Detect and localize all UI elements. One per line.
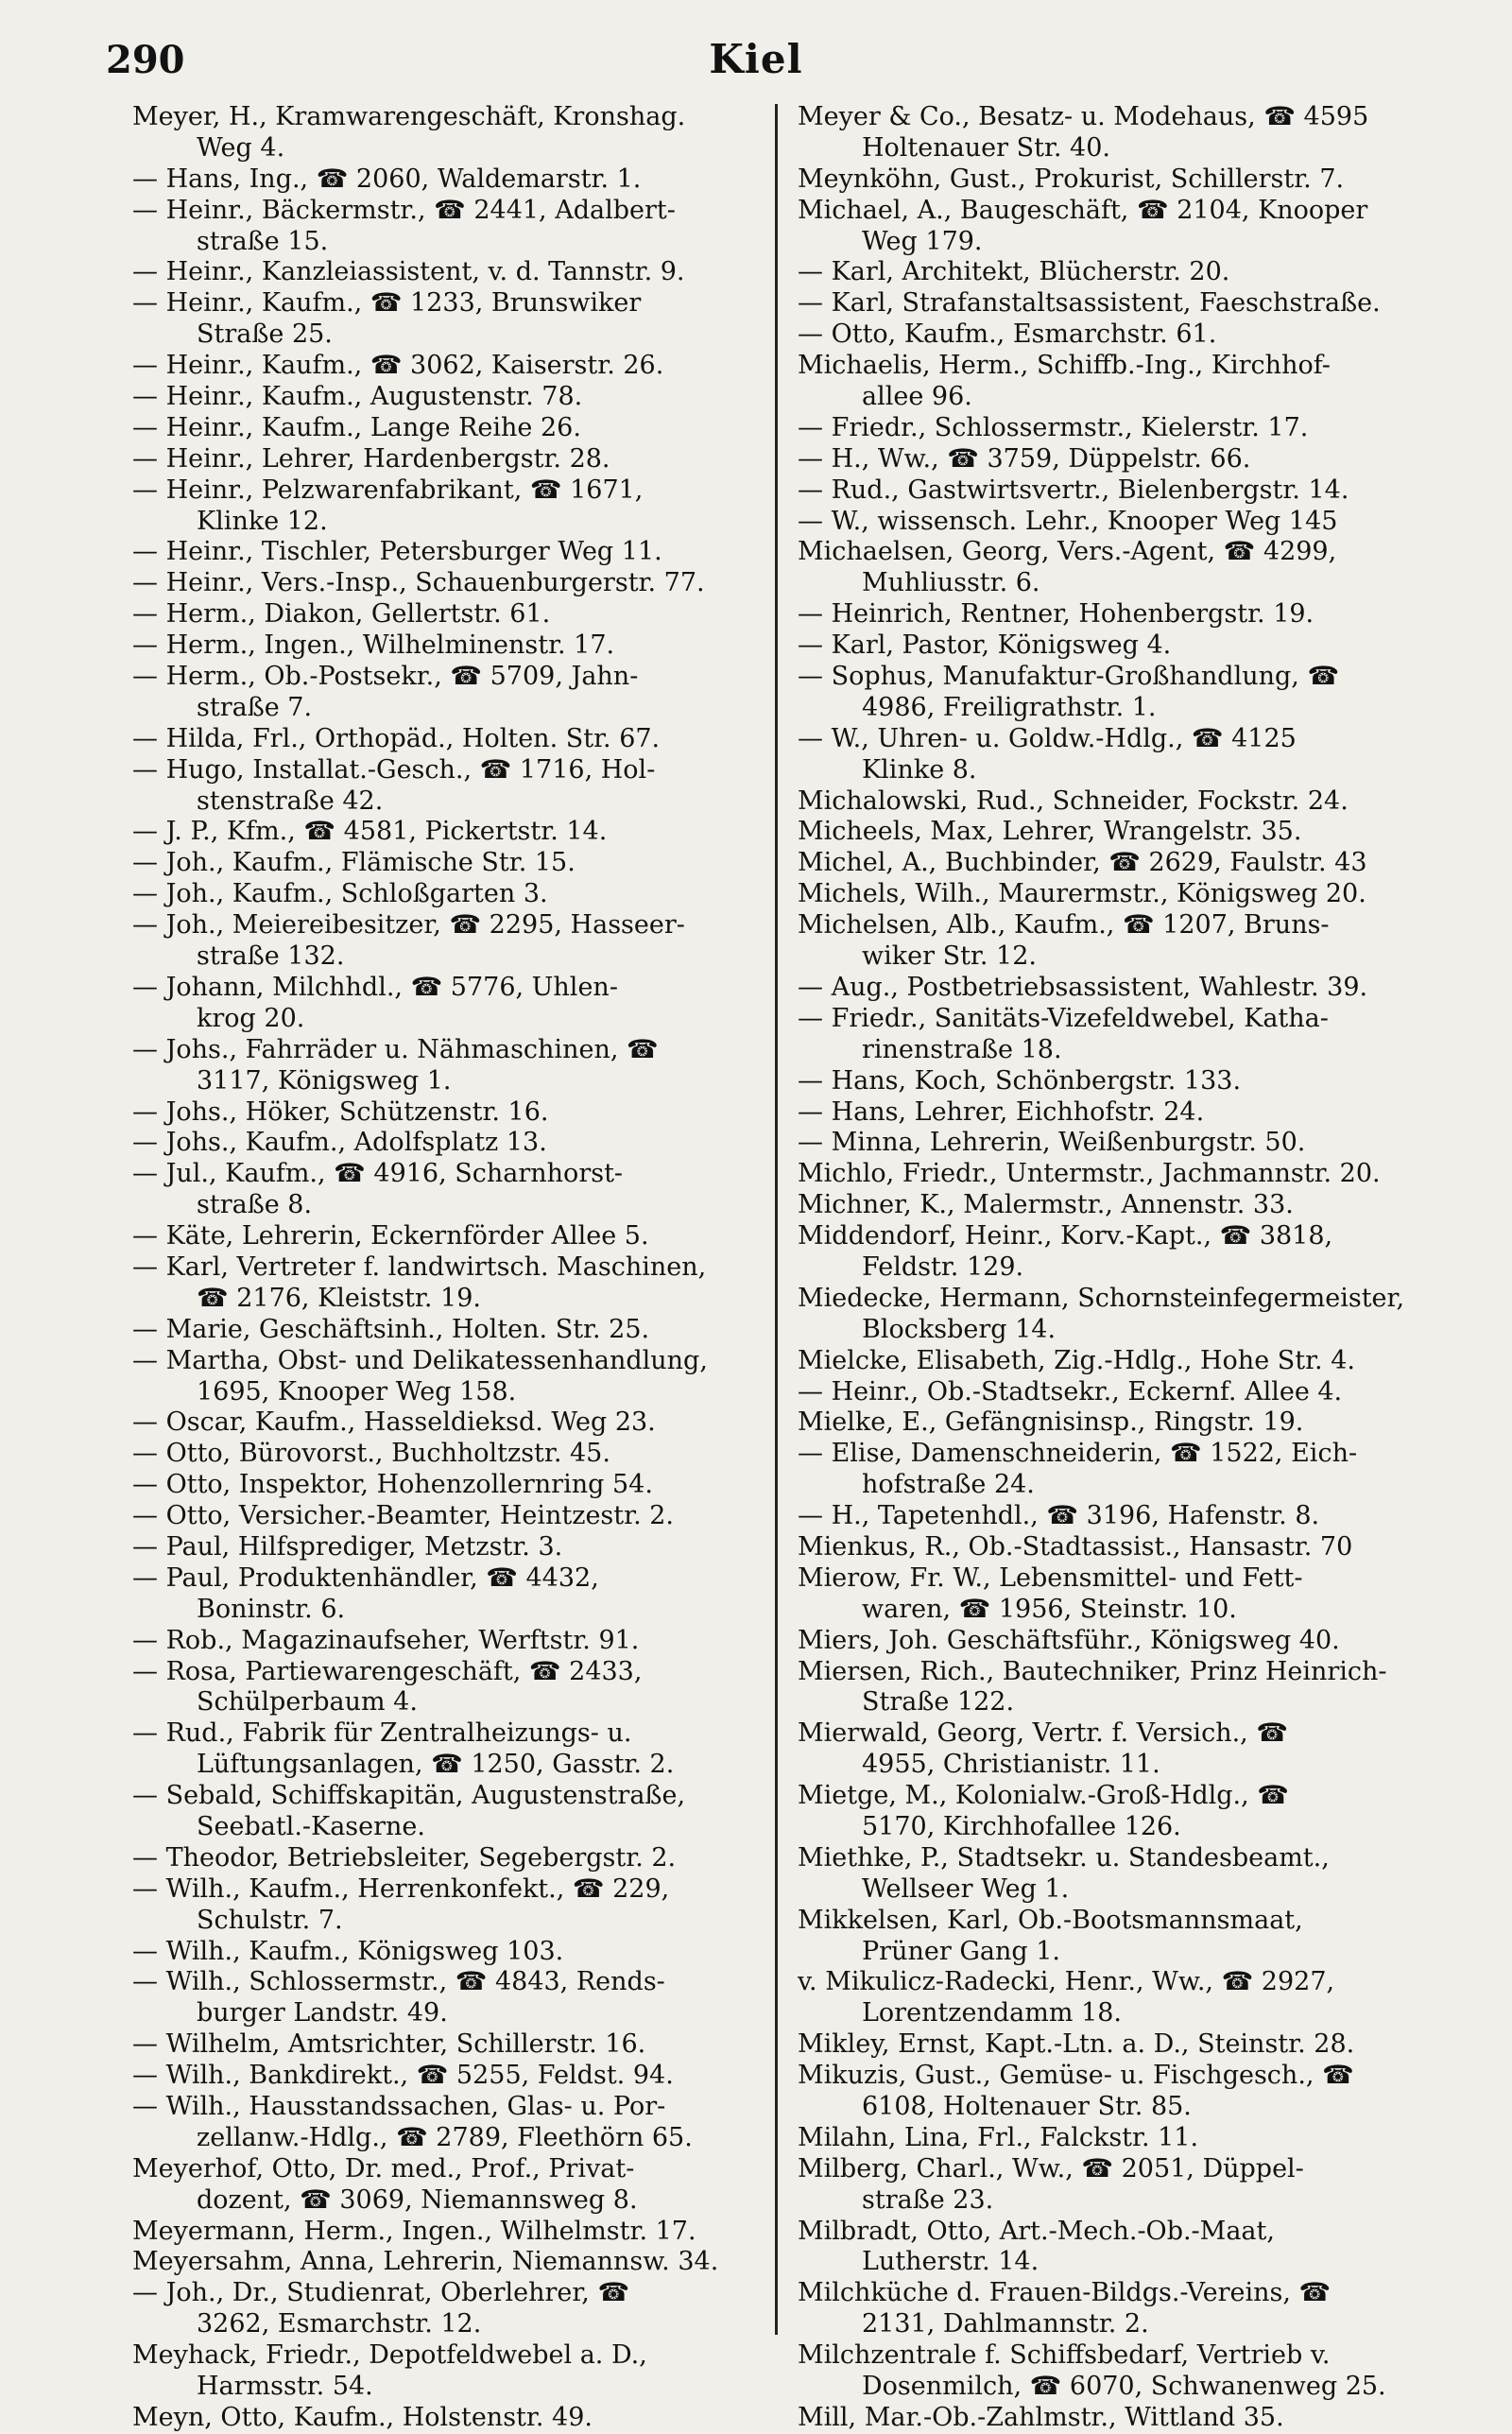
directory-line: — Heinr., Kaufm., ☎ 3062, Kaiserstr. 26.	[132, 351, 664, 381]
directory-line: — Heinr., Kanzleiassistent, v. d. Tannstr. 9.	[132, 257, 685, 287]
directory-line: wiker Str. 12.	[862, 941, 1037, 972]
directory-line: Meyn, Otto, Kaufm., Holstenstr. 49.	[132, 2402, 593, 2432]
directory-line: Michner, K., Malermstr., Annenstr. 33.	[798, 1190, 1294, 1220]
directory-line: Mienkus, R., Ob.-Stadtassist., Hansastr. 70	[798, 1531, 1353, 1562]
directory-line: rinenstraße 18.	[862, 1034, 1062, 1064]
directory-line: — Otto, Bürovorst., Buchholtzstr. 45.	[132, 1439, 610, 1469]
directory-line: — Johann, Milchhdl., ☎ 5776, Uhlen-	[132, 972, 618, 1002]
directory-line: Lorentzendamm 18.	[862, 1998, 1123, 2028]
directory-line: — Hans, Ing., ☎ 2060, Waldemarstr. 1.	[132, 164, 642, 194]
directory-line: burger Landstr. 49.	[197, 1998, 448, 2028]
directory-line: Michaelsen, Georg, Vers.-Agent, ☎ 4299,	[798, 537, 1337, 567]
directory-line: Milchzentrale f. Schiffsbedarf, Vertrieb v.	[798, 2340, 1331, 2371]
directory-line: 3262, Esmarchstr. 12.	[197, 2309, 482, 2339]
directory-line: — Hilda, Frl., Orthopäd., Holten. Str. 67.	[132, 723, 661, 753]
directory-line: — Heinr., Vers.-Insp., Schauenburgerstr. 77.	[132, 568, 705, 598]
directory-line: straße 15.	[197, 226, 329, 256]
directory-line: allee 96.	[862, 382, 972, 412]
directory-line: — Sebald, Schiffskapitän, Augustenstraße,	[132, 1781, 686, 1811]
directory-line: — Johs., Fahrräder u. Nähmaschinen, ☎	[132, 1034, 659, 1064]
directory-line: straße 23.	[862, 2184, 994, 2215]
directory-line: Meyer, H., Kramwarengeschäft, Kronshag.	[132, 102, 686, 131]
directory-line: — Wilh., Schlossermstr., ☎ 4843, Rends-	[132, 1967, 665, 1997]
directory-line: — Heinr., Bäckermstr., ☎ 2441, Adalbert-	[132, 195, 676, 225]
directory-line: Miedecke, Hermann, Schornsteinfegermeister,	[798, 1283, 1405, 1313]
directory-line: Meyhack, Friedr., Depotfeldwebel a. D.,	[132, 2340, 647, 2371]
directory-line: — W., wissensch. Lehr., Knooper Weg 145	[798, 506, 1338, 536]
directory-line: — Heinr., Kaufm., Augustenstr. 78.	[132, 382, 583, 412]
directory-line: — Oscar, Kaufm., Hasseldieksd. Weg 23.	[132, 1407, 656, 1438]
directory-line: Mietge, M., Kolonialw.-Groß-Hdlg., ☎	[798, 1781, 1289, 1811]
directory-line: — Martha, Obst- und Delikatessenhandlung,	[132, 1345, 708, 1375]
directory-line: Meyer & Co., Besatz- u. Modehaus, ☎ 4595	[798, 102, 1369, 131]
directory-line: — Paul, Hilfsprediger, Metzstr. 3.	[132, 1531, 563, 1562]
directory-line: — Rosa, Partiewarengeschäft, ☎ 2433,	[132, 1656, 643, 1686]
directory-line: — Wilh., Kaufm., Königsweg 103.	[132, 1936, 564, 1966]
directory-line: — Rud., Gastwirtsvertr., Bielenbergstr. 14.	[798, 475, 1349, 505]
directory-line: — J. P., Kfm., ☎ 4581, Pickertstr. 14.	[132, 817, 608, 847]
directory-line: Meyermann, Herm., Ingen., Wilhelmstr. 17.	[132, 2216, 696, 2246]
directory-line: straße 7.	[197, 692, 313, 722]
directory-line: — Otto, Kaufm., Esmarchstr. 61.	[798, 319, 1217, 350]
directory-line: Dosenmilch, ☎ 6070, Schwanenweg 25.	[862, 2372, 1386, 2402]
directory-line: — W., Uhren- u. Goldw.-Hdlg., ☎ 4125	[798, 723, 1297, 753]
directory-line: — H., Tapetenhdl., ☎ 3196, Hafenstr. 8.	[798, 1501, 1320, 1531]
directory-line: — Herm., Ingen., Wilhelminenstr. 17.	[132, 630, 615, 661]
running-head: Kiel	[709, 36, 803, 82]
directory-line: — Joh., Meiereibesitzer, ☎ 2295, Hasseer-	[132, 910, 685, 941]
directory-line: Wellseer Weg 1.	[862, 1873, 1070, 1904]
directory-line: 5170, Kirchhofallee 126.	[862, 1811, 1181, 1841]
directory-line: Milahn, Lina, Frl., Falckstr. 11.	[798, 2122, 1199, 2152]
directory-line: — Karl, Pastor, Königsweg 4.	[798, 630, 1172, 661]
directory-line: Holtenauer Str. 40.	[862, 132, 1110, 163]
directory-line: Michael, A., Baugeschäft, ☎ 2104, Knooper	[798, 195, 1368, 225]
directory-line: Meyersahm, Anna, Lehrerin, Niemannsw. 34.	[132, 2247, 719, 2277]
directory-line: — Sophus, Manufaktur-Großhandlung, ☎	[798, 662, 1340, 692]
directory-line: Straße 122.	[862, 1687, 1015, 1718]
directory-line: — Jul., Kaufm., ☎ 4916, Scharnhorst-	[132, 1159, 624, 1189]
directory-line: — Heinr., Lehrer, Hardenbergstr. 28.	[132, 443, 610, 474]
directory-line: — Heinr., Tischler, Petersburger Weg 11.	[132, 537, 662, 567]
directory-line: Prüner Gang 1.	[862, 1936, 1061, 1966]
directory-line: Michaelis, Herm., Schiffb.-Ing., Kirchhof-	[798, 351, 1331, 381]
directory-line: — Karl, Architekt, Blücherstr. 20.	[798, 257, 1230, 287]
directory-line: dozent, ☎ 3069, Niemannsweg 8.	[197, 2184, 638, 2215]
directory-line: zellanw.-Hdlg., ☎ 2789, Fleethörn 65.	[197, 2122, 693, 2152]
directory-line: Miethke, P., Stadtsekr. u. Standesbeamt.,	[798, 1842, 1330, 1873]
directory-line: Michelsen, Alb., Kaufm., ☎ 1207, Bruns-	[798, 910, 1330, 941]
directory-line: — Heinr., Kaufm., Lange Reihe 26.	[132, 412, 581, 442]
directory-line: straße 8.	[197, 1190, 313, 1220]
directory-line: Mielcke, Elisabeth, Zig.-Hdlg., Hohe Str. 4.	[798, 1345, 1355, 1375]
directory-line: Mill, Mar.-Ob.-Zahlmstr., Wittland 35.	[798, 2402, 1284, 2432]
directory-line: Michels, Wilh., Maurermstr., Königsweg 20.	[798, 879, 1366, 909]
directory-line: — Rud., Fabrik für Zentralheizungs- u.	[132, 1718, 632, 1749]
directory-line: 1695, Knooper Weg 158.	[197, 1376, 517, 1407]
directory-line: — Marie, Geschäftsinh., Holten. Str. 25.	[132, 1314, 650, 1344]
directory-line: — Joh., Kaufm., Flämische Str. 15.	[132, 848, 576, 878]
directory-line: — Karl, Vertreter f. landwirtsch. Maschinen,	[132, 1252, 707, 1282]
directory-line: 4955, Christianistr. 11.	[862, 1750, 1160, 1780]
directory-line: straße 132.	[197, 941, 345, 972]
directory-line: Klinke 12.	[197, 506, 328, 536]
directory-line: — Wilh., Hausstandssachen, Glas- u. Por-	[132, 2092, 666, 2121]
directory-line: 3117, Königsweg 1.	[197, 1065, 452, 1096]
directory-line: Michel, A., Buchbinder, ☎ 2629, Faulstr. 43	[798, 848, 1367, 878]
directory-line: hofstraße 24.	[862, 1470, 1035, 1500]
directory-line: — Theodor, Betriebsleiter, Segebergstr. 2.	[132, 1842, 677, 1873]
directory-line: — Herm., Ob.-Postsekr., ☎ 5709, Jahn-	[132, 662, 639, 692]
directory-line: krog 20.	[197, 1003, 305, 1033]
directory-line: Schülperbaum 4.	[197, 1687, 418, 1718]
directory-line: Milberg, Charl., Ww., ☎ 2051, Düppel-	[798, 2153, 1304, 2184]
directory-line: — Aug., Postbetriebsassistent, Wahlestr. 39.	[798, 972, 1368, 1002]
directory-line: stenstraße 42.	[197, 785, 384, 816]
directory-line: — Hugo, Installat.-Gesch., ☎ 1716, Hol-	[132, 754, 656, 785]
directory-line: — Hans, Koch, Schönbergstr. 133.	[798, 1065, 1242, 1096]
directory-line: Mikuzis, Gust., Gemüse- u. Fischgesch., ☎	[798, 2061, 1354, 2091]
directory-line: Mielke, E., Gefängnisinsp., Ringstr. 19.	[798, 1407, 1304, 1438]
directory-line: 6108, Holtenauer Str. 85.	[862, 2092, 1192, 2121]
directory-line: Mierwald, Georg, Vertr. f. Versich., ☎	[798, 1718, 1288, 1749]
directory-line: Michalowski, Rud., Schneider, Fockstr. 24.	[798, 785, 1349, 816]
directory-line: — Minna, Lehrerin, Weißenburgstr. 50.	[798, 1128, 1306, 1158]
right-column	[798, 102, 1459, 2434]
directory-line: ☎ 2176, Kleiststr. 19.	[197, 1283, 481, 1313]
directory-line: — Wilh., Bankdirekt., ☎ 5255, Feldst. 94.	[132, 2061, 674, 2091]
directory-line: — Hans, Lehrer, Eichhofstr. 24.	[798, 1096, 1205, 1127]
directory-line: Weg 179.	[862, 226, 983, 256]
directory-line: Klinke 8.	[862, 754, 977, 785]
page-header	[0, 28, 1512, 85]
directory-line: Blocksberg 14.	[862, 1314, 1057, 1344]
directory-line: Miers, Joh. Geschäftsführ., Königsweg 40.	[798, 1625, 1340, 1655]
directory-line: — Wilhelm, Amtsrichter, Schillerstr. 16.	[132, 2029, 646, 2060]
column-divider	[775, 104, 778, 2335]
directory-line: Milchküche d. Frauen-Bildgs.-Vereins, ☎	[798, 2278, 1332, 2308]
directory-line: waren, ☎ 1956, Steinstr. 10.	[862, 1594, 1237, 1624]
left-column	[132, 102, 756, 2434]
directory-line: v. Mikulicz-Radecki, Henr., Ww., ☎ 2927,	[798, 1967, 1335, 1997]
directory-line: — Friedr., Schlossermstr., Kielerstr. 17.	[798, 412, 1309, 442]
directory-line: Seebatl.-Kaserne.	[197, 1811, 425, 1841]
directory-line: — Johs., Kaufm., Adolfsplatz 13.	[132, 1128, 547, 1158]
directory-line: 2131, Dahlmannstr. 2.	[862, 2309, 1149, 2339]
directory-line: Milbradt, Otto, Art.-Mech.-Ob.-Maat,	[798, 2216, 1275, 2246]
directory-line: Muhliusstr. 6.	[862, 568, 1040, 598]
directory-line: Lüftungsanlagen, ☎ 1250, Gasstr. 2.	[197, 1750, 675, 1780]
directory-line: Weg 4.	[197, 132, 285, 163]
directory-line: Miersen, Rich., Bautechniker, Prinz Heinrich-	[798, 1656, 1387, 1686]
directory-line: — Otto, Inspektor, Hohenzollernring 54.	[132, 1470, 653, 1500]
directory-line: — Käte, Lehrerin, Eckernförder Allee 5.	[132, 1221, 649, 1252]
directory-line: 4986, Freiligrathstr. 1.	[862, 692, 1157, 722]
directory-line: Mikley, Ernst, Kapt.-Ltn. a. D., Steinstr. 28.	[798, 2029, 1355, 2060]
directory-line: — H., Ww., ☎ 3759, Düppelstr. 66.	[798, 443, 1251, 474]
directory-line: — Heinr., Ob.-Stadtsekr., Eckernf. Allee 4.	[798, 1376, 1343, 1407]
directory-line: Meyerhof, Otto, Dr. med., Prof., Privat-	[132, 2153, 635, 2184]
directory-line: — Joh., Kaufm., Schloßgarten 3.	[132, 879, 548, 909]
directory-line: — Heinrich, Rentner, Hohenbergstr. 19.	[798, 599, 1314, 630]
directory-line: — Paul, Produktenhändler, ☎ 4432,	[132, 1562, 599, 1593]
directory-line: Schulstr. 7.	[197, 1905, 343, 1935]
directory-line: Lutherstr. 14.	[862, 2247, 1040, 2277]
directory-line: — Karl, Strafanstaltsassistent, Faeschstraße.	[798, 288, 1381, 319]
directory-line: — Friedr., Sanitäts-Vizefeldwebel, Katha-	[798, 1003, 1329, 1033]
directory-line: — Herm., Diakon, Gellertstr. 61.	[132, 599, 551, 630]
directory-line: Mierow, Fr. W., Lebensmittel- und Fett-	[798, 1562, 1303, 1593]
directory-line: — Heinr., Pelzwarenfabrikant, ☎ 1671,	[132, 475, 644, 505]
directory-line: — Rob., Magazinaufseher, Werftstr. 91.	[132, 1625, 640, 1655]
directory-line: — Heinr., Kaufm., ☎ 1233, Brunswiker	[132, 288, 642, 319]
directory-line: — Johs., Höker, Schützenstr. 16.	[132, 1096, 549, 1127]
page-number: 290	[106, 38, 185, 82]
directory-line: Harmsstr. 54.	[197, 2372, 373, 2402]
directory-line: Middendorf, Heinr., Korv.-Kapt., ☎ 3818,	[798, 1221, 1333, 1252]
directory-line: Micheels, Max, Lehrer, Wrangelstr. 35.	[798, 817, 1302, 847]
directory-line: — Otto, Versicher.-Beamter, Heintzestr. 2.	[132, 1501, 674, 1531]
directory-line: Boninstr. 6.	[197, 1594, 346, 1624]
directory-line: Straße 25.	[197, 319, 333, 350]
directory-line: — Joh., Dr., Studienrat, Oberlehrer, ☎	[132, 2278, 630, 2308]
directory-line: Feldstr. 129.	[862, 1252, 1024, 1282]
directory-line: — Wilh., Kaufm., Herrenkonfekt., ☎ 229,	[132, 1873, 670, 1904]
directory-line: — Elise, Damenschneiderin, ☎ 1522, Eich-	[798, 1439, 1358, 1469]
directory-line: Meynköhn, Gust., Prokurist, Schillerstr. 7.	[798, 164, 1345, 194]
directory-line: Michlo, Friedr., Untermstr., Jachmannstr. 20.	[798, 1159, 1381, 1189]
directory-line: Mikkelsen, Karl, Ob.-Bootsmannsmaat,	[798, 1905, 1303, 1935]
